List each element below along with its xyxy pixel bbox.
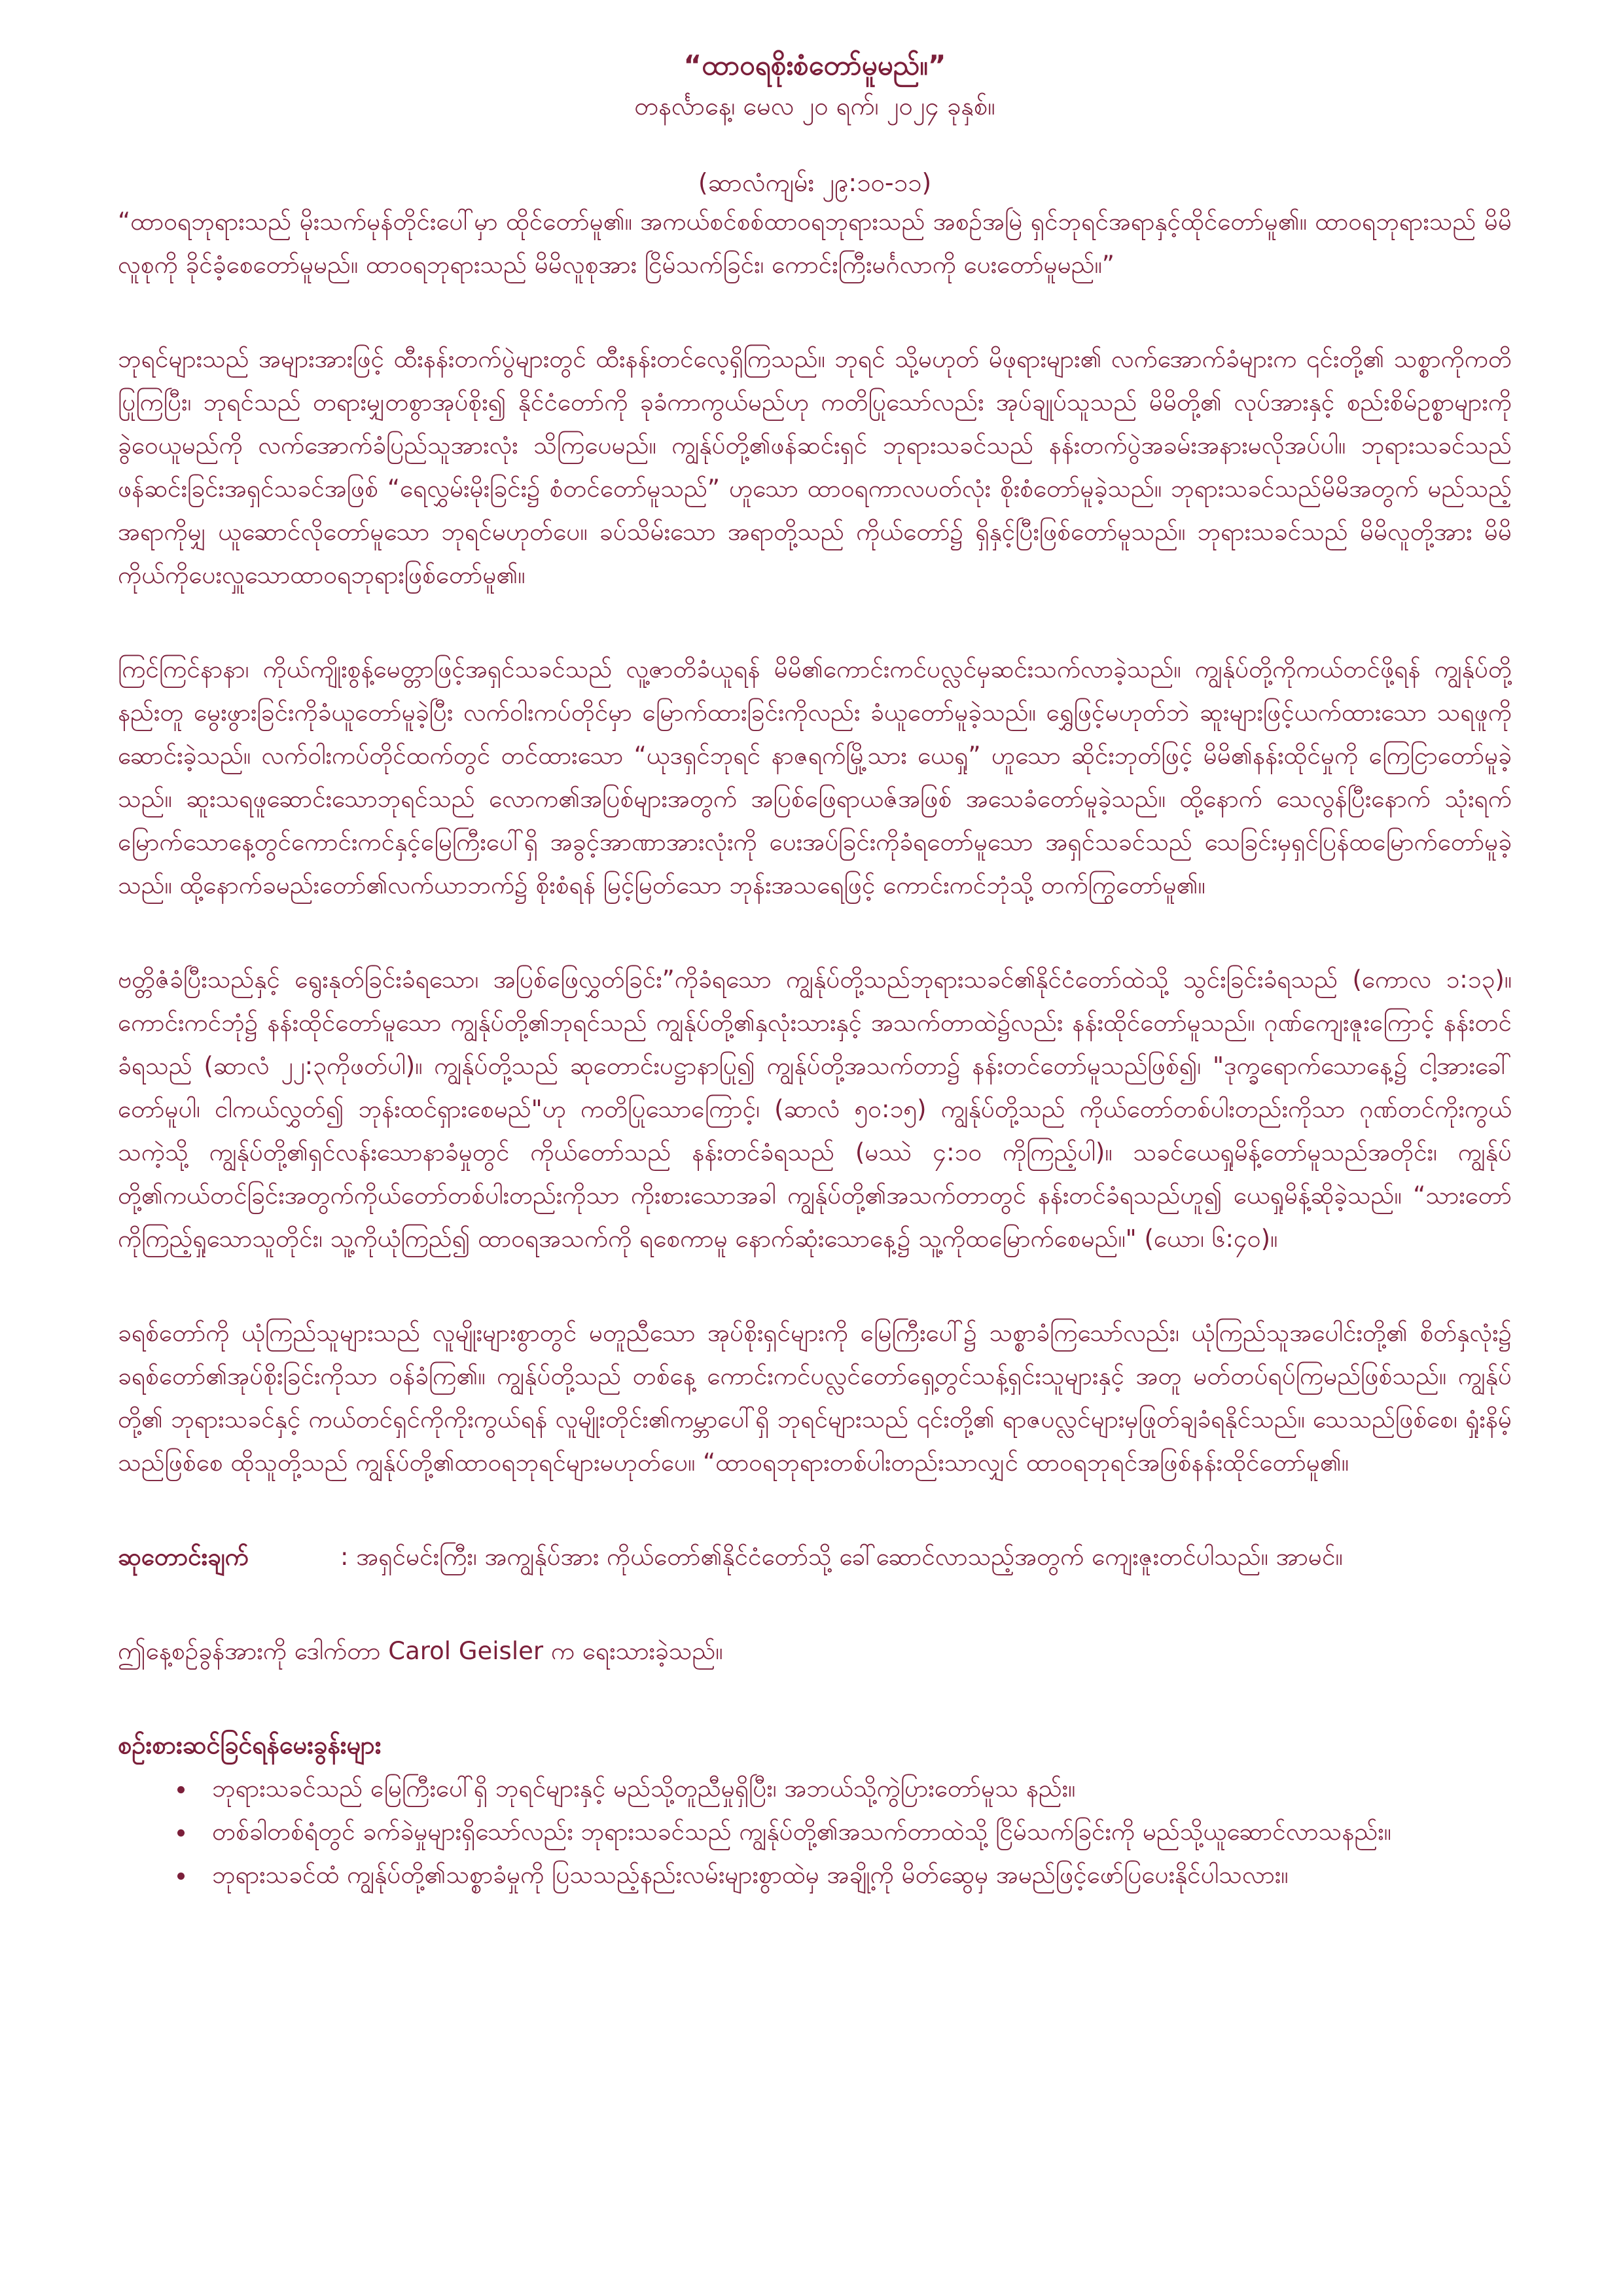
prayer-text: : အရှင်မင်းကြီး၊ အကျွန်ုပ်အား ကိုယ်တော်၏နိုင်ငံတော်သို့ ခေါ်ဆောင်လာသည့်အတွက် ကျေးဇူးတင်ပါသည်။ အာမင်။ (340, 1543, 1343, 1571)
date-line: တနင်္လာနေ့၊ မေလ ၂၀ ရက်၊ ၂၀၂၄ ခုနှစ်။ (634, 92, 995, 120)
reflection-questions (118, 1767, 1512, 1897)
paragraph-4: ခရစ်တော်ကို ယုံကြည်သူများသည် လူမျိုးများစွာတွင် မတူညီသော အုပ်စိုးရှင်များကို မြေကြီးပေါ်၌ သစ္စာခံကြသော်လည်း၊ ယုံကြည်သူအပေါင်းတို့၏ စိတ်နှလုံး၌ ခရစ်တော်၏အုပ်စိုးခြင်းကိုသာ ဝန်ခံကြ၏။ ကျွန်ုပ်တို့သည် တစ်နေ့ ကောင်းကင်ပလ္လင်တော်ရှေ့တွင်သန့်ရှင်းသူများနှင့် အတူ မတ်တပ်ရပ်ကြမည်ဖြစ်သည်။ ကျွန်ုပ်တို့၏ ဘုရားသခင်နှင့် ကယ်တင်ရှင်ကိုကိုးကွယ်ရန် လူမျိုးတိုင်း၏ကမ္ဘာပေါ်ရှိ ဘုရင်များသည် ၎င်းတို့၏ ရာဇပလ္လင်များမှဖြုတ်ချခံရနိုင်သည်။ သေသည်ဖြစ်စေ၊ ရှုံးနိမ့်သည်ဖြစ်စေ ထိုသူတို့သည် ကျွန်ုပ်တို့၏ထာဝရဘုရင်များမဟုတ်ပေ။ “ထာဝရဘုရားတစ်ပါးတည်းသာလျှင် ထာဝရဘုရင်အဖြစ်နန်းထိုင်တော်မူ၏။ (118, 1319, 1512, 1477)
author-line: ဤနေ့စဉ်ခွန်အားကို ဒေါက်တာ Carol Geisler က ရေးသားခဲ့သည်။ (118, 1637, 723, 1665)
prayer-label: ဆုတောင်းချက် (118, 1543, 249, 1571)
scripture-reference: (ဆာလံကျမ်း ၂၉:၁၀-၁၁) (698, 168, 932, 197)
document-page (118, 46, 1512, 1897)
reflection-title: စဉ်းစားဆင်ခြင်ရန်မေးခွန်းများ (118, 1731, 382, 1759)
scripture-text: “ထာဝရဘုရားသည် မိုးသက်မုန်တိုင်းပေါ်မှာ ထိုင်တော်မူ၏။ အကယ်စင်စစ်ထာဝရဘုရားသည် အစဉ်အမြဲ ရှင်ဘုရင်အရာနှင့်ထိုင်တော်မူ၏။ ထာဝရဘုရားသည် မိမိလူစုကို ခိုင်ခံ့စေတော်မူမည်။ ထာဝရဘုရားသည် မိမိလူစုအား ငြိမ်သက်ခြင်း၊ ကောင်းကြီးမင်္ဂလာကို ပေးတော်မူမည်။” (118, 207, 1512, 279)
list-item: • တစ်ခါတစ်ရံတွင် ခက်ခဲမှုများရှိသော်လည်း ဘုရားသခင်သည် ကျွန်ုပ်တို့၏အသက်တာထဲသို့ ငြိမ်သက်ခြင်းကို မည်သို့ယူဆောင်လာသနည်း။ (196, 1810, 1512, 1854)
prayer (118, 1535, 1512, 1579)
list-item: • ဘုရားသခင်သည် မြေကြီးပေါ်ရှိ ဘုရင်များနှင့် မည်သို့တူညီမှုရှိပြီး၊ အဘယ်သို့ကွဲပြားတော်မူသ နည်း။ (196, 1767, 1512, 1810)
paragraph-1: ဘုရင်များသည် အများအားဖြင့် ထီးနန်းတက်ပွဲများတွင် ထီးနန်းတင်လေ့ရှိကြသည်။ ဘုရင် သို့မဟုတ် မိဖုရားများ၏ လက်အောက်ခံများက ၎င်းတို့၏ သစ္စာကိုကတိပြုကြပြီး၊ ဘုရင်သည် တရားမျှတစွာအုပ်စိုး၍ နိုင်ငံတော်ကို ခုခံကာကွယ်မည်ဟု ကတိပြုသော်လည်း အုပ်ချုပ်သူသည် မိမိတို့၏ လုပ်အားနှင့် စည်းစိမ်ဥစ္စာများကို ခွဲဝေယူမည်ကို လက်အောက်ခံပြည်သူအားလုံး သိကြပေမည်။ ကျွန်ုပ်တို့၏ဖန်ဆင်းရှင် ဘုရားသခင်သည် နန်းတက်ပွဲအခမ်းအနားမလိုအပ်ပါ။ ဘုရားသခင်သည် ဖန်ဆင်းခြင်းအရှင်သခင်အဖြစ် “ရေလွှမ်းမိုးခြင်း၌ စံတင်တော်မူသည်” ဟူသော ထာဝရကာလပတ်လုံး စိုးစံတော်မူခဲ့သည်။ ဘုရားသခင်သည်မိမိအတွက် မည်သည့်အရာကိုမျှ ယူဆောင်လိုတော်မူသော ဘုရင်မဟုတ်ပေ။ ခပ်သိမ်းသော အရာတို့သည် ကိုယ်တော်၌ ရှိနှင့်ပြီးဖြစ်တော်မူသည်။ ဘုရားသခင်သည် မိမိလူတို့အား မိမိကိုယ်ကိုပေးလှူသောထာဝရဘုရားဖြစ်တော်မူ၏။ (118, 345, 1512, 589)
list-item: • ဘုရားသခင်ထံ ကျွန်ုပ်တို့၏သစ္စာခံမှုကို ပြသသည့်နည်းလမ်းများစွာထဲမှ အချို့ကို မိတ်ဆွေမှ အမည်ဖြင့်ဖော်ပြပေးနိုင်ပါသလား။ (196, 1854, 1512, 1897)
paragraph-3: ဗတ္တိဇံခံပြီးသည်နှင့် ရွေးနုတ်ခြင်းခံရသော၊ အပြစ်ဖြေလွှတ်ခြင်း”ကိုခံရသော ကျွန်ုပ်တို့သည်ဘုရားသခင်၏နိုင်ငံတော်ထဲသို့ သွင်းခြင်းခံရသည် (ကောလ ၁:၁၃)။ ကောင်းကင်ဘုံ၌ နန်းထိုင်တော်မူသော ကျွန်ုပ်တို့၏ဘုရင်သည် ကျွန်ုပ်တို့၏နှလုံးသားနှင့် အသက်တာထဲ၌လည်း နန်းထိုင်တော်မူသည်။ ဂုဏ်ကျေးဇူးကြောင့် နန်းတင်ခံရသည် (ဆာလံ ၂၂:၃ကိုဖတ်ပါ)။ ကျွန်ုပ်တို့သည် ဆုတောင်းပဋ္ဌာနာပြု၍ ကျွန်ုပ်တို့အသက်တာ၌ နန်းတင်တော်မူသည်ဖြစ်၍၊ "ဒုက္ခရောက်သောနေ့၌ ငါ့အားခေါ်တော်မူပါ၊ ငါကယ်လွှတ်၍ ဘုန်းထင်ရှားစေမည်"ဟု ကတိပြုသောကြောင့်၊ (ဆာလံ ၅၀:၁၅) ကျွန်ုပ်တို့သည် ကိုယ်တော်တစ်ပါးတည်းကိုသာ ဂုဏ်တင်ကိုးကွယ်သကဲ့သို့ ကျွန်ုပ်တို့၏ရှင်လန်းသောနာခံမှုတွင် ကိုယ်တော်သည် နန်းတင်ခံရသည် (မဿဲ ၄:၁၀ ကိုကြည့်ပါ)။ သခင်ယေရှုမိန့်တော်မူသည်အတိုင်း၊ ကျွန်ုပ်တို့၏ကယ်တင်ခြင်းအတွက်ကိုယ်တော်တစ်ပါးတည်းကိုသာ ကိုးစားသောအခါ ကျွန်ုပ်တို့၏အသက်တာတွင် နန်းတင်ခံရသည်ဟူ၍ ယေရှုမိန့်ဆိုခဲ့သည်။ “သားတော်ကိုကြည့်ရှုသောသူတိုင်း၊ သူ့ကိုယုံကြည်၍ ထာဝရအသက်ကို ရစေကာမူ နောက်ဆုံးသောနေ့၌ သူ့ကိုထမြောက်စေမည်။" (ယော၊ ၆:၄၀)။ (118, 965, 1512, 1253)
paragraph-2: ကြင်ကြင်နာနာ၊ ကိုယ်ကျိုးစွန့်မေတ္တာဖြင့်အရှင်သခင်သည် လူ့ဇာတိခံယူရန် မိမိ၏ကောင်းကင်ပလ္လင်မှဆင်းသက်လာခဲ့သည်။ ကျွန်ုပ်တို့ကိုကယ်တင်ဖို့ရန် ကျွန်ုပ်တို့နည်းတူ မွေးဖွားခြင်းကိုခံယူတော်မူခဲ့ပြီး လက်ဝါးကပ်တိုင်မှာ မြောက်ထားခြင်းကိုလည်း ခံယူတော်မူခဲ့သည်။ ရွှေဖြင့်မဟုတ်ဘဲ ဆူးများဖြင့်ယက်ထားသော သရဖူကိုဆောင်းခဲ့သည်။ လက်ဝါးကပ်တိုင်ထက်တွင် တင်ထားသော “ယုဒရှင်ဘုရင် နာဇရက်မြို့သား ယေရှု” ဟူသော ဆိုင်းဘုတ်ဖြင့် မိမိ၏နန်းထိုင်မှုကို ကြေငြာတော်မူခဲ့သည်။ ဆူးသရဖူဆောင်းသောဘုရင်သည် လောက၏အပြစ်များအတွက် အပြစ်ဖြေရာယဇ်အဖြစ် အသေခံတော်မူခဲ့သည်။ ထို့နောက် သေလွန်ပြီးနောက် သုံးရက်မြောက်သောနေ့တွင်ကောင်းကင်နှင့်မြေကြီးပေါ်ရှိ အခွင့်အာဏာအားလုံးကို ပေးအပ်ခြင်းကိုခံရတော်မူသော အရှင်သခင်သည် သေခြင်းမှရှင်ပြန်ထမြောက်တော်မူခဲ့သည်။ ထို့နောက်ခမည်းတော်၏လက်ယာဘက်၌ စိုးစံရန် မြင့်မြတ်သော ဘုန်းအသရေဖြင့် ကောင်းကင်ဘုံသို့ တက်ကြွတော်မူ၏။ (118, 655, 1512, 899)
devotional-title: “ထာဝရစိုးစံတော်မူမည်။” (683, 49, 946, 81)
